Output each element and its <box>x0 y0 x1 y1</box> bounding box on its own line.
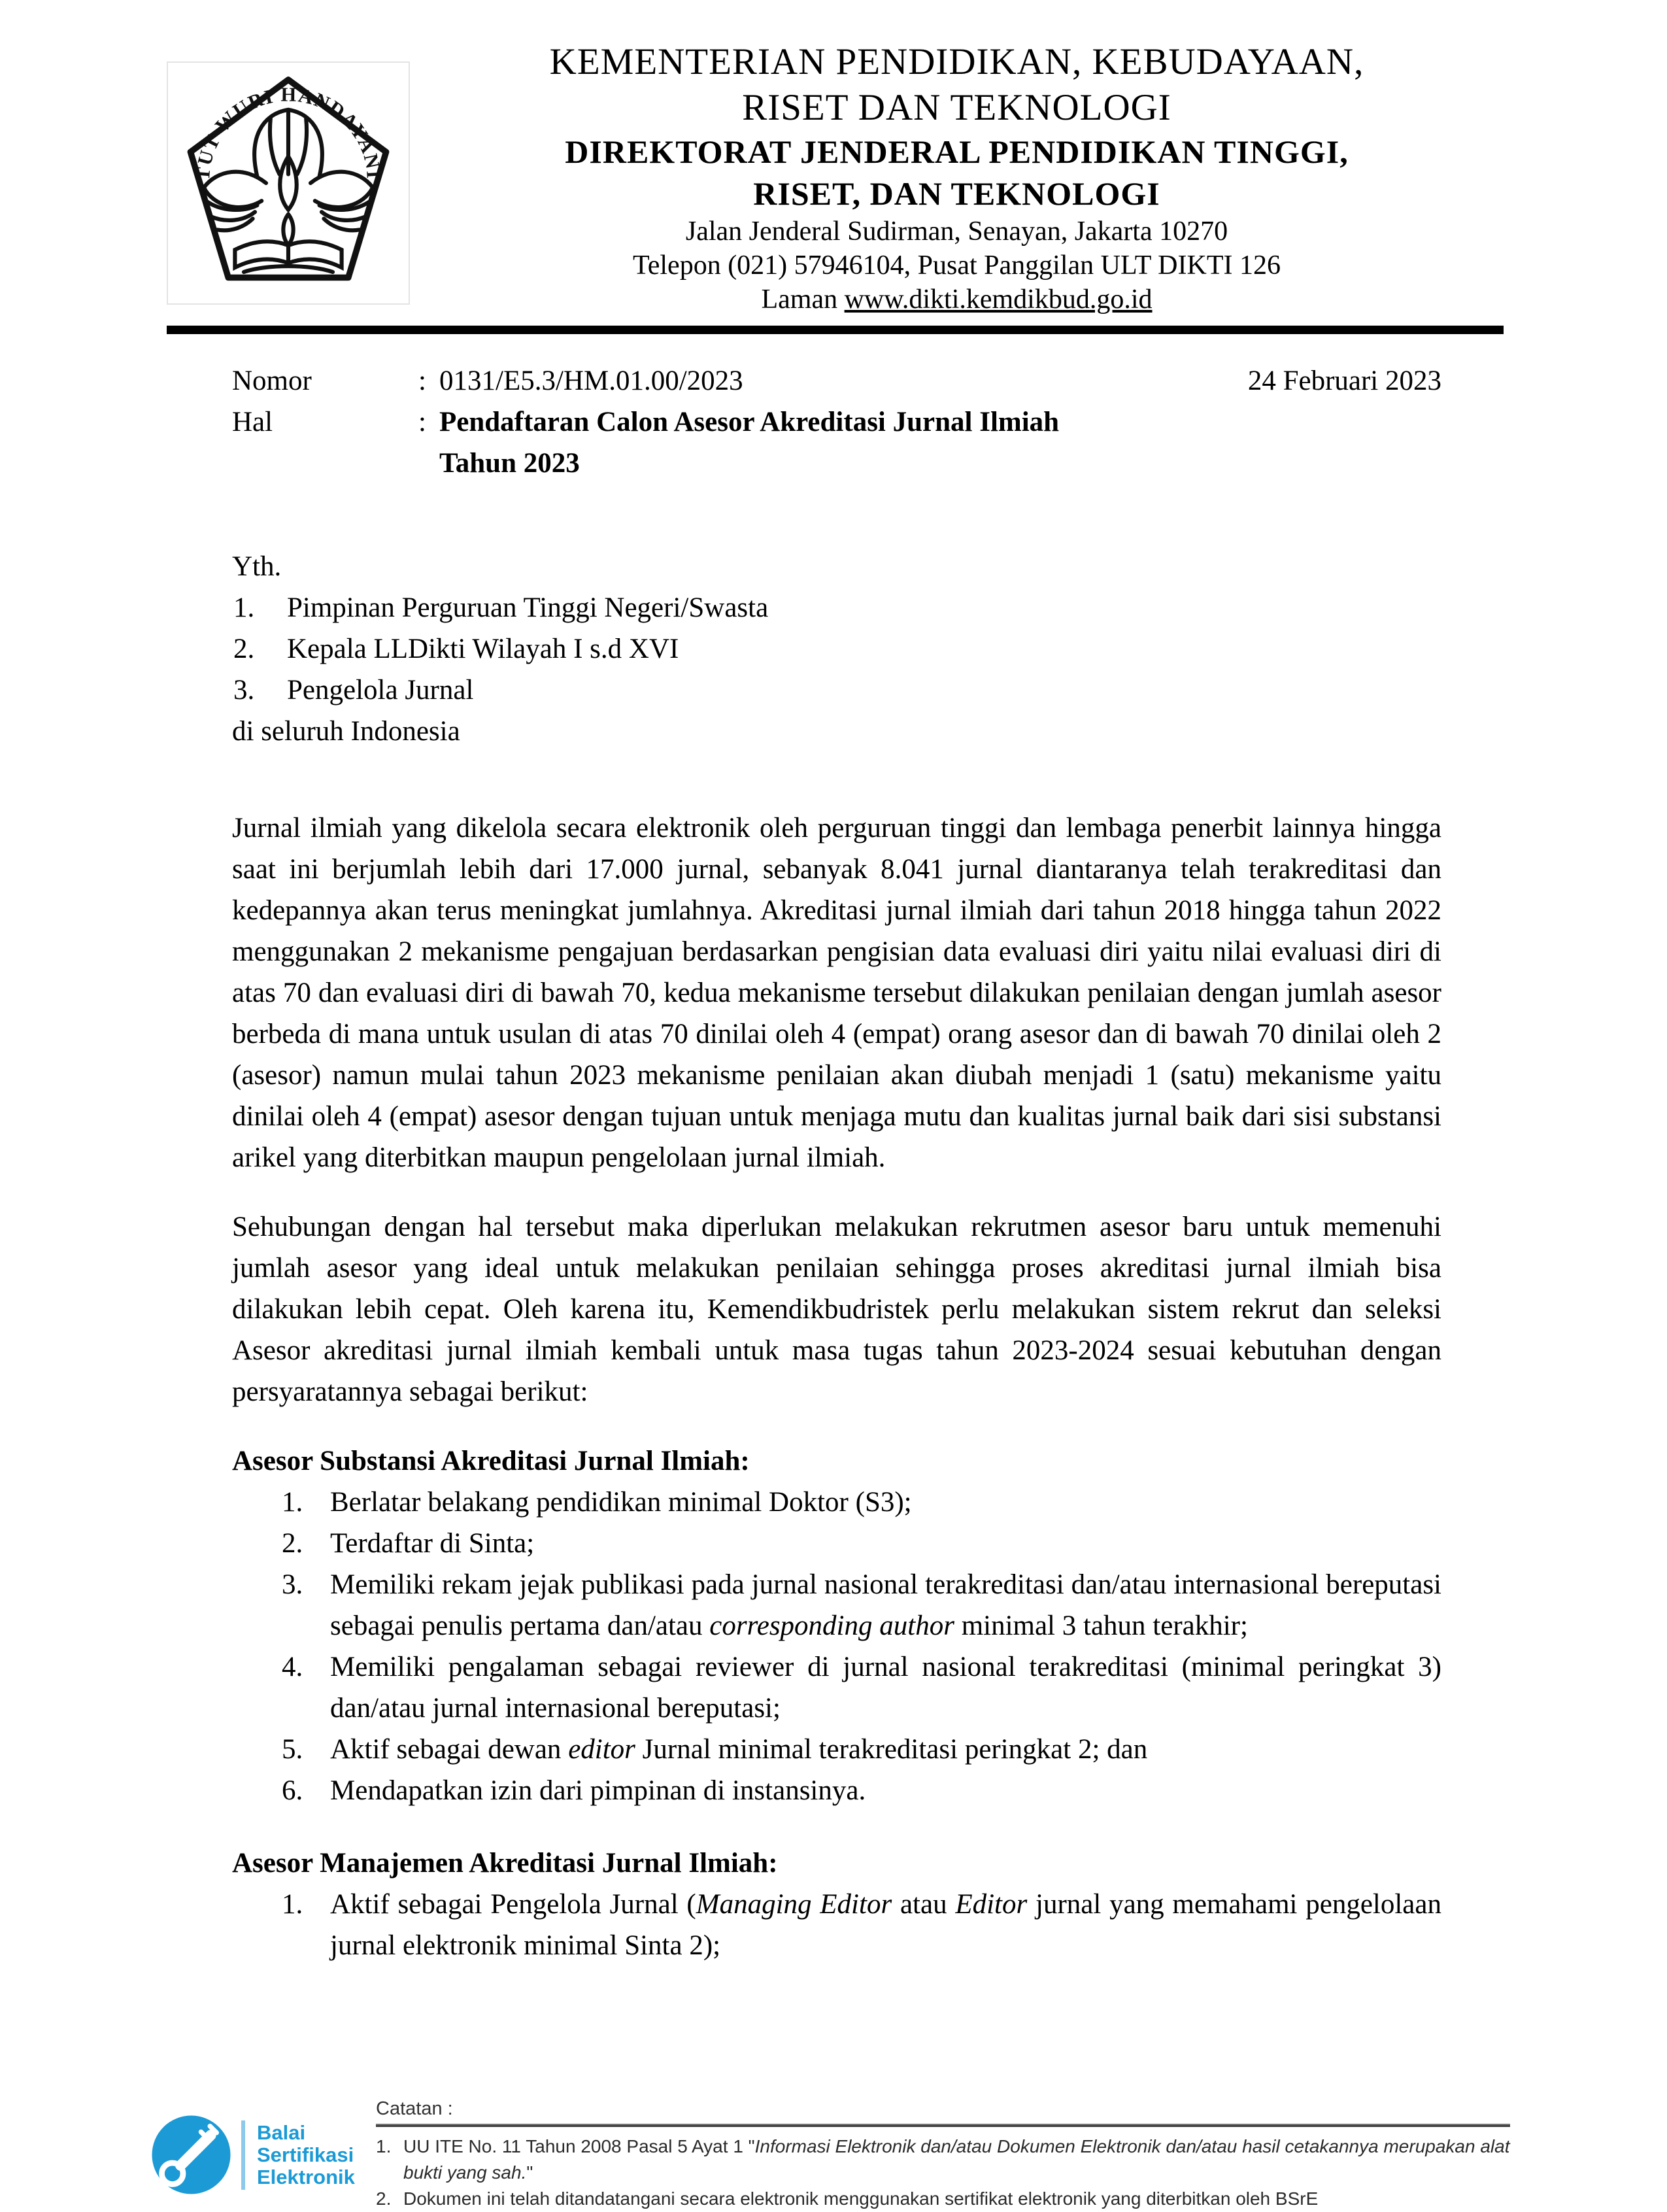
letterhead-phone: Telepon (021) 57946104, Pusat Panggilan ULT DIKTI 126 <box>633 250 1281 281</box>
letter-page <box>0 38 1667 2209</box>
letterhead-address: Jalan Jenderal Sudirman, Senayan, Jakarta 10270 <box>685 216 1228 247</box>
letter-body <box>232 360 1441 1966</box>
hal-subject-line2: Tahun 2023 <box>439 448 580 479</box>
footer-divider <box>376 2124 1510 2127</box>
letterhead-website-line <box>410 282 1504 316</box>
hal-subject-line1: Pendaftaran Calon Asesor Akreditasi Jurnal Ilmiah <box>439 407 1060 437</box>
requirement-item <box>282 1770 1441 1811</box>
section-heading-substansi: Asesor Substansi Akreditasi Jurnal Ilmiah: <box>232 1446 750 1476</box>
substansi-requirements-list <box>282 1482 1441 1811</box>
recipient-item <box>232 587 1441 628</box>
body-paragraph-1: Jurnal ilmiah yang dikelola secara elektronik oleh perguruan tinggi dan lembaga penerbit lainnya hingga saat ini berjumlah lebih dari 17.000 jurnal, sebanyak 8.041 jurnal diantaranya telah terakreditasi dan kedepannya akan terus meningkat jumlahnya. Akreditasi jurnal ilmiah dari tahun 2018 hingga tahun 2022 menggunakan 2 mekanisme pengajuan berdasarkan pengisian data evaluasi diri yaitu nilai evaluasi diri di atas 70 dan evaluasi diri di bawah 70, kedua mekanisme tersebut dilakukan penilaian dengan jumlah asesor berbeda di mana untuk usulan di atas 70 dinilai oleh 4 (empat) orang asesor dan di bawah 70 dinilai oleh 2 (asesor) namun mulai tahun 2023 mekanisme penilaian akan diubah menjadi 1 (satu) mekanisme yaitu dinilai oleh 4 (empat) asesor dengan tujuan untuk menjaga mutu dan kualitas jurnal baik dari sisi substansi arikel yang diterbitkan maupun pengelolaan jurnal ilmiah. <box>232 813 1441 1173</box>
nomor-value: 0131/E5.3/HM.01.00/2023 <box>439 366 743 396</box>
bsre-text-line1: Balai <box>257 2120 306 2144</box>
nomor-label: Nomor <box>232 366 312 396</box>
footer-note-text: Dokumen ini telah ditandatangani secara elektronik menggunakan sertifikat elektronik yang diterbitkan oleh BSrE <box>403 2188 1319 2209</box>
requirement-item-text: Terdaftar di Sinta; <box>330 1528 535 1559</box>
hal-row <box>232 401 1441 443</box>
letter-date: 24 Februari 2023 <box>1247 366 1441 396</box>
directorate-name-line1: DIREKTORAT JENDERAL PENDIDIKAN TINGGI, <box>565 133 1349 170</box>
requirement-item-text: Aktif sebagai Pengelola Jurnal (Managing Editor atau Editor jurnal yang memahami pengelolaan jurnal elektronik minimal Sinta 2); <box>330 1889 1441 1961</box>
recipient-item-text: Pimpinan Perguruan Tinggi Negeri/Swasta <box>287 592 769 623</box>
bsre-text-line2: Sertifikasi <box>257 2143 354 2166</box>
recipients-closing: di seluruh Indonesia <box>232 716 460 747</box>
recipients-list <box>232 587 1441 711</box>
hal-colon: : <box>418 407 426 437</box>
requirement-item <box>282 1884 1441 1966</box>
nomor-colon: : <box>418 366 426 396</box>
directorate-name-line2: RISET, DAN TEKNOLOGI <box>753 175 1160 212</box>
logo-motto-text: TUT WURI HANDAYANI <box>191 83 385 182</box>
bsre-logo <box>150 2098 376 2212</box>
recipient-item-text: Kepala LLDikti Wilayah I s.d XVI <box>287 634 679 664</box>
footer-note-text: UU ITE No. 11 Tahun 2008 Pasal 5 Ayat 1 "Informasi Elektronik dan/atau Dokumen Elektronik dan/atau hasil cetakannya merupakan alat bukti yang sah." <box>403 2136 1510 2183</box>
bsre-text-line3: Elektronik <box>257 2165 355 2188</box>
letterhead <box>167 38 1504 316</box>
ministry-name-line1: KEMENTERIAN PENDIDIKAN, KEBUDAYAAN, <box>549 41 1364 82</box>
website-link[interactable]: www.dikti.kemdikbud.go.id <box>844 284 1153 315</box>
requirement-item <box>282 1564 1441 1646</box>
catatan-label: Catatan : <box>376 2098 453 2119</box>
letter-meta <box>232 360 1441 484</box>
hal-label: Hal <box>232 407 273 437</box>
requirement-item-text: Memiliki rekam jejak publikasi pada jurnal nasional terakreditasi dan/atau internasional bereputasi sebagai penulis pertama dan/atau corresponding author minimal 3 tahun terakhir; <box>330 1569 1441 1641</box>
requirement-item-text: Mendapatkan izin dari pimpinan di instansinya. <box>330 1775 866 1806</box>
requirement-item-text: Aktif sebagai dewan editor Jurnal minimal terakreditasi peringkat 2; dan <box>330 1734 1148 1765</box>
salutation: Yth. <box>232 551 282 582</box>
bsre-logo-text <box>257 2122 355 2188</box>
section-heading-manajemen: Asesor Manajemen Akreditasi Jurnal Ilmiah: <box>232 1848 778 1879</box>
tut-wuri-handayani-logo-icon <box>177 72 399 294</box>
body-paragraph-2: Sehubungan dengan hal tersebut maka diperlukan melakukan rekrutmen asesor baru untuk memenuhi jumlah asesor yang ideal untuk melakukan penilaian sehingga proses akreditasi jurnal ilmiah bisa dilakukan lebih cepat. Oleh karena itu, Kemendikbudristek perlu melakukan sistem rekrut dan seleksi Asesor akreditasi jurnal ilmiah kembali untuk masa tugas tahun 2023-2024 sesuai kebutuhan dengan persyaratannya sebagai berikut: <box>232 1212 1441 1407</box>
footer-notes <box>376 2098 1510 2212</box>
letterhead-divider <box>167 326 1504 334</box>
hal-spacer <box>232 443 418 484</box>
requirement-item-text: Berlatar belakang pendidikan minimal Doktor (S3); <box>330 1487 912 1518</box>
hal-spacer-colon <box>418 443 439 484</box>
footer <box>150 2098 1510 2212</box>
footer-note-item <box>376 2134 1510 2186</box>
requirement-item-text: Memiliki pengalaman sebagai reviewer di jurnal nasional terakreditasi (minimal peringkat 3) dan/atau jurnal internasional bereputasi; <box>330 1652 1441 1724</box>
requirement-item <box>282 1646 1441 1729</box>
nomor-row <box>232 360 1441 401</box>
recipients-block <box>232 546 1441 752</box>
footer-note-item <box>376 2186 1510 2212</box>
letterhead-text <box>410 38 1504 316</box>
ministry-name-line2: RISET DAN TEKNOLOGI <box>742 87 1171 128</box>
website-label: Laman <box>761 284 845 315</box>
manajemen-requirements-list <box>282 1884 1441 1966</box>
footer-notes-list <box>376 2134 1510 2212</box>
requirement-item <box>282 1729 1441 1770</box>
recipient-item-text: Pengelola Jurnal <box>287 675 474 706</box>
hal-row-2 <box>232 443 1441 484</box>
requirement-item <box>282 1482 1441 1523</box>
bsre-logo-separator <box>241 2120 245 2190</box>
recipient-item <box>232 670 1441 711</box>
kemdikbud-logo <box>167 61 410 305</box>
bsre-key-icon <box>150 2114 232 2196</box>
recipient-item <box>232 628 1441 670</box>
requirement-item <box>282 1523 1441 1564</box>
